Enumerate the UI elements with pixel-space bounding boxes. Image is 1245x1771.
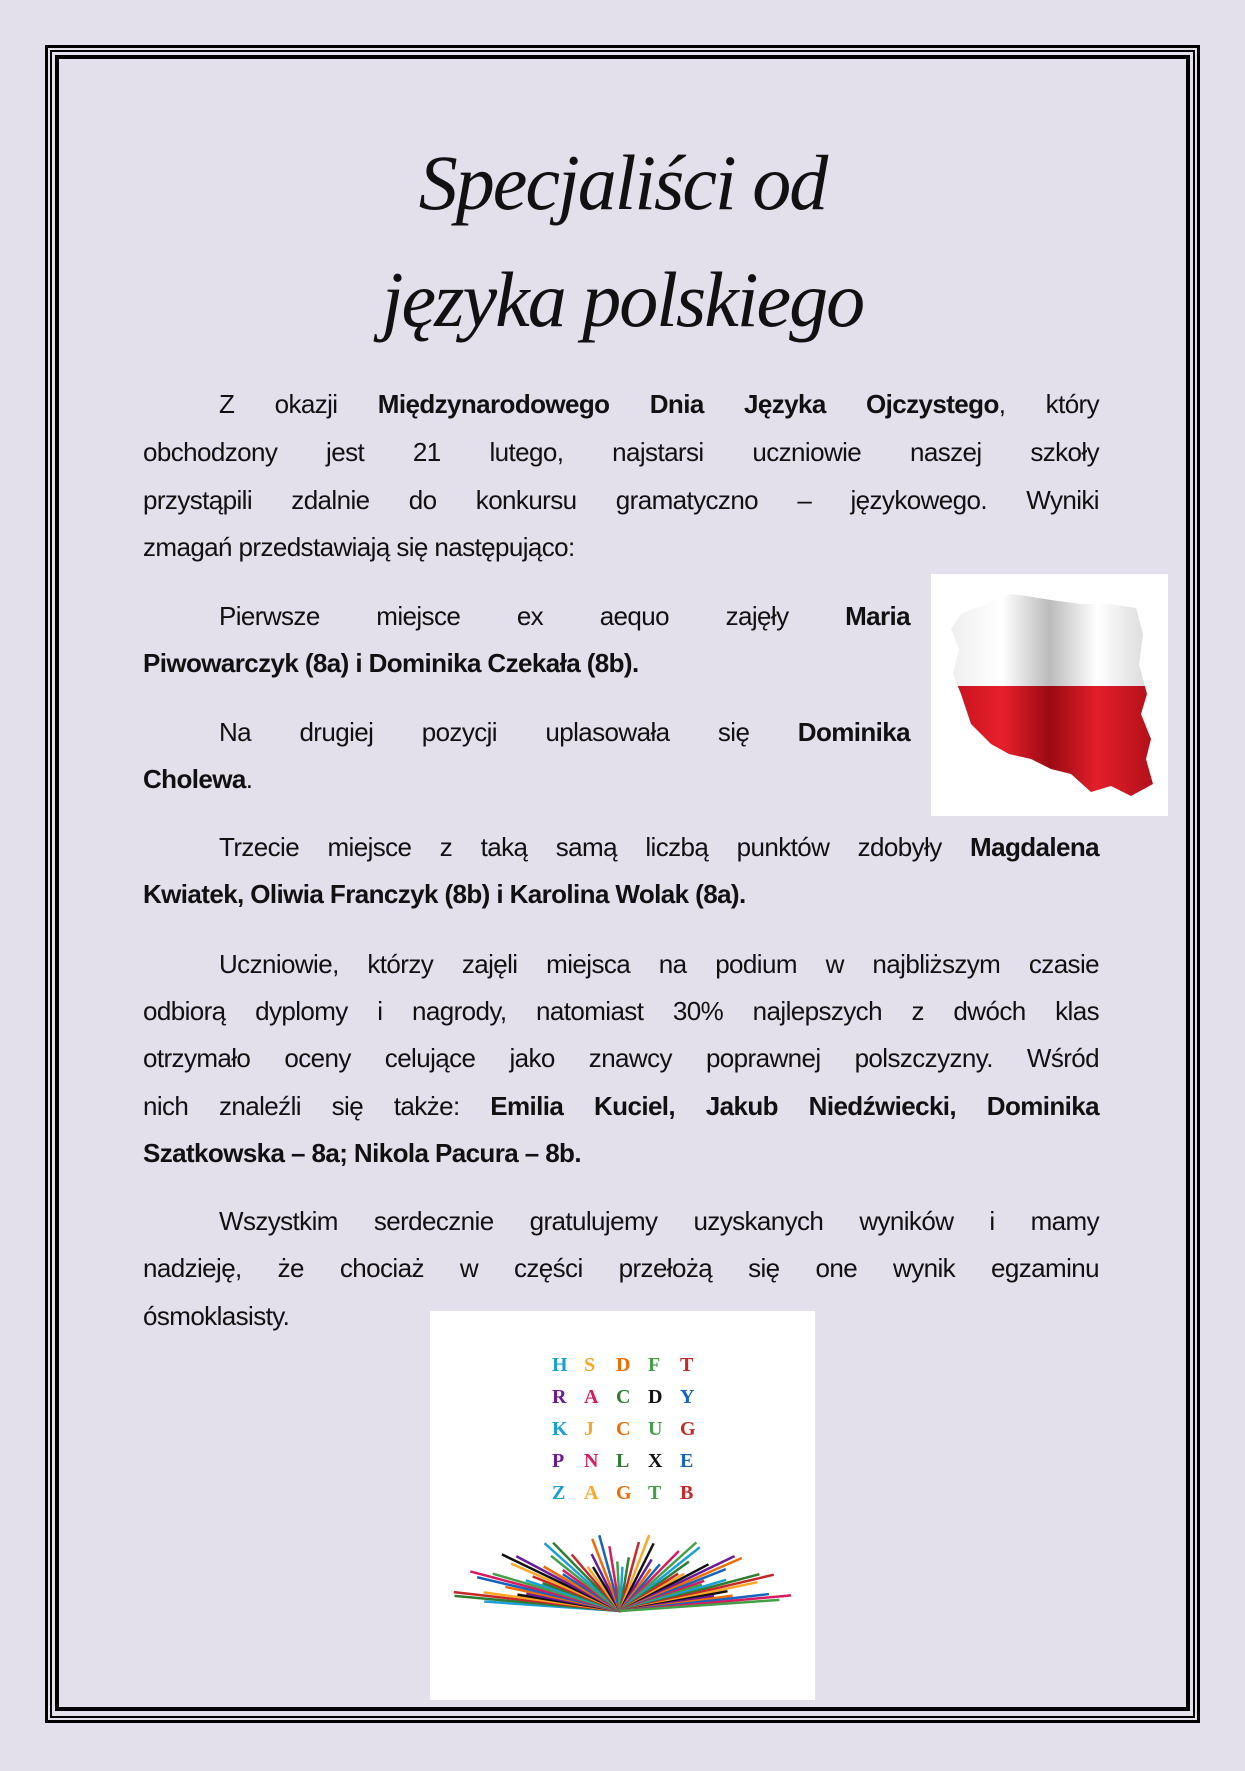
book-letter: F (648, 1354, 661, 1376)
bold-text: Dominika (797, 717, 910, 747)
paragraph-line (143, 1136, 1099, 1170)
book-letter: E (680, 1450, 694, 1472)
book-letter: Y (680, 1386, 695, 1408)
paragraph-line (143, 715, 910, 749)
bold-text: Emilia Kuciel, Jakub Niedźwiecki, Dominika (490, 1091, 1099, 1121)
book-letter: C (616, 1418, 631, 1440)
book-letter: X (648, 1450, 663, 1472)
bold-text: Maria (845, 601, 910, 631)
book-letter: T (680, 1354, 694, 1376)
book-letter: J (584, 1418, 594, 1440)
paragraph-line (143, 530, 1099, 564)
book-letter: P (552, 1450, 565, 1472)
book-letter: C (616, 1386, 631, 1408)
text-run: ósmoklasisty. (143, 1301, 290, 1331)
text-run: obchodzony jest 21 lutego, najstarsi uczniowie naszej szkoły (143, 437, 1099, 467)
poland-flag-map-image (931, 574, 1168, 816)
paragraph-line (143, 1089, 1099, 1123)
book-letter: S (584, 1354, 596, 1376)
paragraph-line (143, 994, 1099, 1028)
book-letter: G (680, 1418, 696, 1440)
paragraph-line (143, 1204, 1099, 1238)
book-letter: G (616, 1482, 632, 1504)
text-run: , który (998, 389, 1100, 419)
book-letter: H (552, 1354, 568, 1376)
paragraph-line (143, 1041, 1099, 1075)
text-run: Pierwsze miejsce ex aequo zajęły (219, 601, 846, 631)
text-run: otrzymało oceny celujące jako znawcy poprawnej polszczyzny. Wśród (143, 1043, 1099, 1073)
paragraph-line (143, 483, 1099, 517)
bold-text: Piwowarczyk (8a) i Dominika Czekała (8b). (143, 648, 639, 678)
paragraph-line (143, 599, 910, 633)
book-letter: A (584, 1386, 599, 1408)
book-letter: N (584, 1450, 599, 1472)
book-letter: R (552, 1386, 567, 1408)
book-letter: Z (552, 1482, 566, 1504)
book-letter: D (616, 1354, 631, 1376)
book-letters-image (430, 1311, 815, 1700)
text-run: nich znaleźli się także: (143, 1091, 491, 1121)
bold-text: Magdalena (970, 832, 1099, 862)
title-line-2: języka polskiego (381, 256, 864, 343)
text-run: Na drugiej pozycji uplasowała się (219, 717, 798, 747)
paragraph-line (143, 762, 910, 796)
book-letter: L (616, 1450, 630, 1472)
text-run: Z okazji (219, 389, 378, 419)
book-letter: T (648, 1482, 662, 1504)
paragraph-line (143, 1251, 1099, 1285)
paragraph-line (143, 947, 1099, 981)
book-letter: B (680, 1482, 694, 1504)
paragraph-line (143, 877, 1099, 911)
text-run: Trzecie miejsce z taką samą liczbą punktów zdobyły (219, 832, 971, 862)
text-run: odbiorą dyplomy i nagrody, natomiast 30% najlepszych z dwóch klas (143, 996, 1099, 1026)
bold-text: Międzynarodowego Dnia Języka Ojczystego (377, 389, 999, 419)
bold-text: Kwiatek, Oliwia Franczyk (8b) i Karolina Wolak (8a). (143, 879, 746, 909)
bold-text: Cholewa (143, 764, 246, 794)
book-letter: U (648, 1418, 663, 1440)
text-run: . (245, 764, 253, 794)
text-run: Uczniowie, którzy zajęli miejsca na podium w najbliższym czasie (219, 949, 1099, 979)
paragraph-line (143, 646, 910, 680)
book-letter: A (584, 1482, 599, 1504)
paragraph-line (143, 435, 1099, 469)
book-letter: K (552, 1418, 568, 1440)
text-run: zmagań przedstawiają się następująco: (143, 532, 575, 562)
text-run: przystąpili zdalnie do konkursu gramatyczno – językowego. Wyniki (143, 485, 1099, 515)
paragraph-line (143, 830, 1099, 864)
title-line-1: Specjaliści od (418, 139, 827, 226)
text-run: Wszystkim serdecznie gratulujemy uzyskanych wyników i mamy (219, 1206, 1099, 1236)
book-letter: D (648, 1386, 663, 1408)
paragraph-line (143, 387, 1099, 421)
bold-text: Szatkowska – 8a; Nikola Pacura – 8b. (143, 1138, 581, 1168)
text-run: nadzieję, że chociaż w części przełożą się one wynik egzaminu (143, 1253, 1099, 1283)
